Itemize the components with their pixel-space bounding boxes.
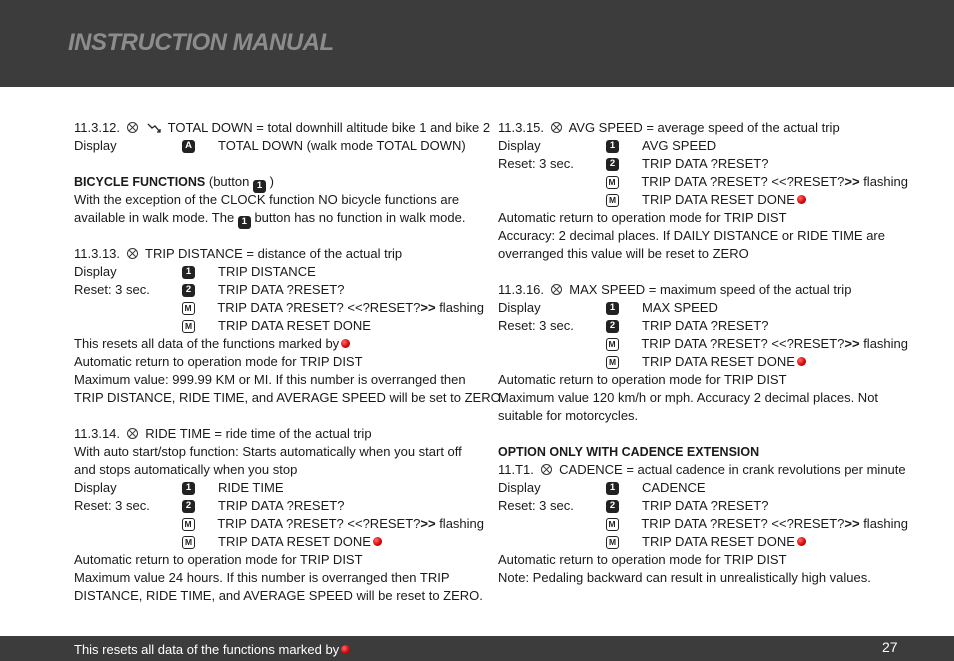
button-1-key-icon: 1 — [238, 216, 251, 229]
red-dot-icon — [797, 537, 806, 546]
button-1-key-icon: 1 — [606, 302, 619, 315]
button-m-key-icon: M — [606, 338, 619, 351]
row-value: TRIP DATA ?RESET? — [642, 318, 769, 333]
paragraph-line: Maximum value 120 km/h or mph. Accuracy 2 decimal places. Not — [498, 390, 879, 405]
mode-row — [74, 533, 484, 551]
button-1-key-icon: 1 — [182, 482, 195, 495]
section-title: RIDE TIME = ride time of the actual trip — [145, 426, 372, 441]
cadence-option-heading — [498, 443, 908, 461]
button-m-key-icon: M — [182, 320, 195, 333]
paragraph-line — [74, 209, 484, 227]
red-dot-icon — [797, 195, 806, 204]
function-symbol-icon — [541, 464, 552, 475]
function-symbol-icon — [127, 122, 138, 133]
red-dot-icon — [797, 357, 806, 366]
row-value: TRIP DATA RESET DONE — [642, 353, 908, 371]
section-number: 11.3.13. — [74, 246, 121, 261]
button-a-key-icon: A — [182, 140, 195, 153]
row-value: AVG SPEED — [642, 138, 717, 153]
row-value: TRIP DISTANCE — [218, 264, 316, 279]
paragraph-line: Automatic return to operation mode for TRIP DIST — [498, 372, 787, 387]
row-label: Reset: 3 sec. — [74, 498, 150, 513]
button-2-key-icon: 2 — [182, 284, 195, 297]
paragraph-line: With auto start/stop function: Starts automatically when you start off — [74, 444, 462, 459]
row-label: Display — [74, 138, 117, 153]
button-1-key-icon: 1 — [606, 482, 619, 495]
button-2-key-icon: 2 — [606, 158, 619, 171]
section-heading-total-down — [74, 119, 491, 137]
row-value: TRIP DATA ?RESET? — [642, 498, 769, 513]
paragraph-line: and stops automatically when you stop — [74, 462, 298, 477]
paragraph-line: Automatic return to operation mode for TRIP DIST — [74, 552, 363, 567]
row-value: TRIP DATA RESET DONE — [218, 533, 484, 551]
display-row — [74, 137, 484, 155]
display-row — [498, 299, 908, 317]
row-label: Display — [498, 300, 541, 315]
right-column — [498, 119, 908, 587]
paragraph-line: Note: Pedaling backward can result in unrealistically high values. — [498, 570, 871, 585]
section-title: CADENCE = actual cadence in crank revolutions per minute — [559, 462, 906, 477]
button-m-key-icon: M — [606, 176, 619, 189]
section-number: 11.T1. — [498, 462, 534, 477]
row-value: TRIP DATA ?RESET? <<?RESET?>> flashing — [641, 336, 908, 351]
paragraph-line: overranged this value will be reset to ZERO — [498, 246, 749, 261]
display-row — [498, 479, 908, 497]
paragraph-line: Automatic return to operation mode for TRIP DIST — [74, 354, 363, 369]
section-number: 11.3.16. — [498, 282, 545, 297]
section-heading-cadence — [498, 461, 908, 479]
header-bar — [0, 0, 954, 87]
row-value: TRIP DATA ?RESET? <<?RESET?>> flashing — [217, 516, 484, 531]
row-label: Reset: 3 sec. — [498, 318, 574, 333]
button-m-key-icon: M — [182, 302, 195, 315]
bicycle-functions-heading — [74, 173, 484, 191]
mountain-down-icon — [147, 122, 161, 134]
text-fragment: button has no function in walk mode. — [254, 210, 466, 225]
row-value: TRIP DATA ?RESET? <<?RESET?>> flashing — [641, 174, 908, 189]
row-value: CADENCE — [642, 480, 706, 495]
button-2-key-icon: 2 — [606, 500, 619, 513]
section-title: TRIP DISTANCE = distance of the actual trip — [145, 246, 403, 261]
mode-row — [74, 317, 484, 335]
section-number: 11.3.12. — [74, 120, 121, 135]
button-m-key-icon: M — [182, 518, 195, 531]
row-label: Display — [498, 480, 541, 495]
function-symbol-icon — [551, 122, 562, 133]
paragraph-line: Maximum value 24 hours. If this number is overranged then TRIP — [74, 570, 450, 585]
mode-row — [74, 299, 484, 317]
row-label: Reset: 3 sec. — [74, 282, 150, 297]
display-row — [74, 263, 484, 281]
function-symbol-icon — [551, 284, 562, 295]
row-value: TRIP DATA RESET DONE — [218, 318, 371, 333]
paragraph-line: DISTANCE, RIDE TIME, and AVERAGE SPEED will be reset to ZERO. — [74, 588, 483, 603]
mode-row — [74, 515, 484, 533]
display-row — [74, 479, 484, 497]
heading-suffix-post: ) — [269, 174, 274, 189]
mode-row — [498, 515, 908, 533]
row-value: TOTAL DOWN (walk mode TOTAL DOWN) — [218, 138, 466, 153]
display-row — [498, 137, 908, 155]
mode-row — [498, 533, 908, 551]
mode-row — [498, 335, 908, 353]
button-2-key-icon: 2 — [606, 320, 619, 333]
row-value: TRIP DATA RESET DONE — [642, 191, 908, 209]
button-1-key-icon: 1 — [182, 266, 195, 279]
button-m-key-icon: M — [182, 536, 195, 549]
section-number: 11.3.15. — [498, 120, 545, 135]
paragraph-line: Accuracy: 2 decimal places. If DAILY DISTANCE or RIDE TIME are — [498, 228, 885, 243]
row-value: TRIP DATA ?RESET? — [218, 282, 345, 297]
paragraph-line: TRIP DISTANCE, RIDE TIME, and AVERAGE SPEED will be set to ZERO. — [74, 390, 505, 405]
row-value: MAX SPEED — [642, 300, 718, 315]
button-1-key-icon: 1 — [253, 180, 266, 193]
paragraph-line: Automatic return to operation mode for TRIP DIST — [498, 210, 787, 225]
red-dot-icon — [341, 339, 350, 348]
reset-row — [498, 317, 908, 335]
function-symbol-icon — [127, 428, 138, 439]
row-value: TRIP DATA ?RESET? — [218, 498, 345, 513]
reset-row — [74, 281, 484, 299]
button-1-key-icon: 1 — [606, 140, 619, 153]
paragraph-line: Automatic return to operation mode for TRIP DIST — [498, 552, 787, 567]
section-title: AVG SPEED = average speed of the actual trip — [568, 120, 840, 135]
mode-row — [498, 353, 908, 371]
row-value: TRIP DATA ?RESET? — [642, 156, 769, 171]
button-m-key-icon: M — [606, 356, 619, 369]
heading-suffix-pre: (button — [208, 174, 250, 189]
section-heading-avg-speed — [498, 119, 908, 137]
function-symbol-icon — [127, 248, 138, 259]
red-dot-icon — [373, 537, 382, 546]
paragraph-line: suitable for motorcycles. — [498, 408, 639, 423]
button-m-key-icon: M — [606, 194, 619, 207]
section-number: 11.3.14. — [74, 426, 121, 441]
mode-row — [498, 173, 908, 191]
section-heading-trip-distance — [74, 245, 484, 263]
row-label: Reset: 3 sec. — [498, 156, 574, 171]
button-m-key-icon: M — [606, 518, 619, 531]
page-number: 27 — [882, 639, 898, 655]
row-value: TRIP DATA RESET DONE — [642, 533, 908, 551]
page-title: INSTRUCTION MANUAL — [68, 29, 334, 56]
row-value: TRIP DATA ?RESET? <<?RESET?>> flashing — [641, 516, 908, 531]
red-dot-icon — [341, 645, 350, 654]
paragraph-line: This resets all data of the functions marked by — [74, 335, 484, 353]
section-title: TOTAL DOWN = total downhill altitude bike 1 and bike 2 — [167, 120, 491, 135]
paragraph-line: Maximum value: 999.99 KM or MI. If this number is overranged then — [74, 372, 466, 387]
row-label: Display — [74, 480, 117, 495]
row-value: RIDE TIME — [218, 480, 284, 495]
footer-bar — [0, 636, 954, 661]
left-column — [74, 119, 505, 605]
paragraph-line: With the exception of the CLOCK function NO bicycle functions are — [74, 192, 460, 207]
button-m-key-icon: M — [606, 536, 619, 549]
reset-row — [498, 155, 908, 173]
row-label: Reset: 3 sec. — [498, 498, 574, 513]
heading-text: BICYCLE FUNCTIONS — [74, 175, 206, 189]
section-title: MAX SPEED = maximum speed of the actual trip — [569, 282, 852, 297]
row-label: Display — [74, 264, 117, 279]
section-heading-max-speed — [498, 281, 908, 299]
row-label: Display — [498, 138, 541, 153]
row-value: TRIP DATA ?RESET? <<?RESET?>> flashing — [217, 300, 484, 315]
text-fragment: available in walk mode. The — [74, 210, 235, 225]
section-heading-ride-time — [74, 425, 484, 443]
reset-row — [498, 497, 908, 515]
reset-row — [74, 497, 484, 515]
footer-note: This resets all data of the functions marked by — [74, 642, 350, 657]
button-2-key-icon: 2 — [182, 500, 195, 513]
heading-text: OPTION ONLY WITH CADENCE EXTENSION — [498, 445, 760, 459]
mode-row — [498, 191, 908, 209]
